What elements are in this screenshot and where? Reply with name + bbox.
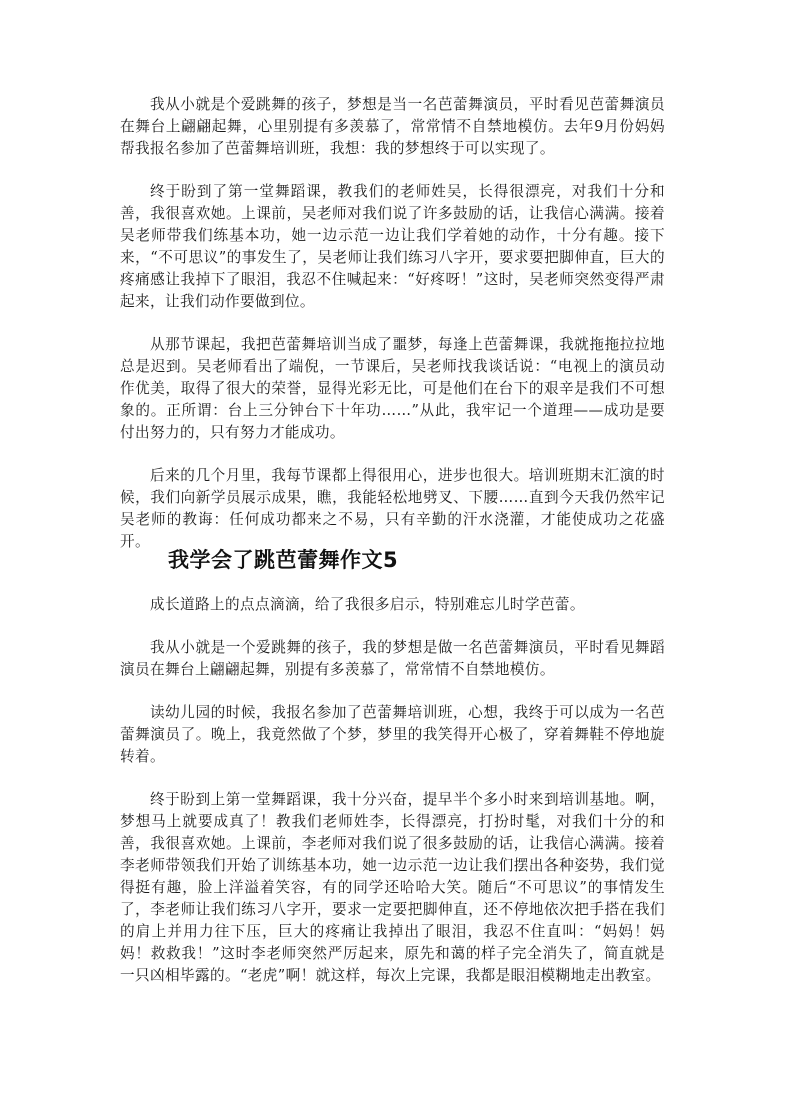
- paragraph: 我从小就是一个爱跳舞的孩子，我的梦想是做一名芭蕾舞演员，平时看见舞蹈演员在舞台上翩翩起舞，别提有多羡慕了，常常情不自禁地模仿。: [120, 639, 665, 678]
- section-2-body: [120, 594, 665, 987]
- paragraph: 终于盼到了第一堂舞蹈课，教我们的老师姓吴，长得很漂亮，对我们十分和善，我很喜欢她。上课前，吴老师对我们说了许多鼓励的话，让我信心满满。接着吴老师带我们练基本功，她一边示范一边让我们学着她的动作，十分有趣。接下来，“不可思议”的事发生了，吴老师让我们练习八字开，要求要把脚伸直，巨大的疼痛感让我掉下了眼泪，我忍不住喊起来：“好疼呀！”这时，吴老师突然变得严肃起来，让我们动作要做到位。: [120, 183, 665, 310]
- paragraph: 从那节课起，我把芭蕾舞培训当成了噩梦，每逢上芭蕾舞课，我就拖拖拉拉地总是迟到。吴老师看出了端倪，一节课后，吴老师找我谈话说：“电视上的演员动作优美，取得了很大的荣誉，显得光彩无比，可是他们在台下的艰辛是我们不可想象的。正所谓：台上三分钟台下十年功……”从此，我牢记一个道理——成功是要付出努力的，只有努力才能成功。: [120, 336, 665, 441]
- paragraph: 终于盼到上第一堂舞蹈课，我十分兴奋，提早半个多小时来到培训基地。啊，梦想马上就要成真了！教我们老师姓李，长得漂亮，打扮时髦，对我们十分的和善，我很喜欢她。上课前，李老师对我们说了很多鼓励的话，让我信心满满。接着李老师带领我们开始了训练基本功，她一边示范一边让我们摆出各种姿势，我们觉得挺有趣，脸上洋溢着笑容，有的同学还哈哈大笑。随后“不可思议”的事情发生了，李老师让我们练习八字开，要求一定要把脚伸直，还不停地依次把手搭在我们的肩上并用力往下压，巨大的疼痛让我掉出了眼泪，我忍不住直叫：“妈妈！妈妈！救救我！”这时李老师突然严厉起来，原先和蔼的样子完全消失了，简直就是一只凶相毕露的。“老虎”啊！就这样，每次上完课，我都是眼泪模糊地走出教室。: [120, 791, 665, 984]
- section-heading: 我学会了跳芭蕾舞作文5: [168, 548, 399, 572]
- paragraph: 成长道路上的点点滴滴，给了我很多启示，特别难忘儿时学芭蕾。: [150, 596, 585, 613]
- paragraph: 我从小就是个爱跳舞的孩子，梦想是当一名芭蕾舞演员，平时看见芭蕾舞演员在舞台上翩翩起舞，心里别提有多羡慕了，常常情不自禁地模仿。去年9月份妈妈帮我报名参加了芭蕾舞培训班，我想：我的梦想终于可以实现了。: [120, 96, 665, 157]
- paragraph: 读幼儿园的时候，我报名参加了芭蕾舞培训班，心想，我终于可以成为一名芭蕾舞演员了。晚上，我竟然做了个梦，梦里的我笑得开心极了，穿着舞鞋不停地旋转着。: [120, 704, 665, 765]
- section-1-body: [120, 94, 665, 553]
- paragraph: 后来的几个月里，我每节课都上得很用心，进步也很大。培训班期末汇演的时候，我们向新学员展示成果，瞧，我能轻松地劈叉、下腰……直到今天我仍然牢记吴老师的教诲：任何成功都来之不易，只有辛勤的汗水浇灌，才能使成功之花盛开。: [120, 467, 665, 550]
